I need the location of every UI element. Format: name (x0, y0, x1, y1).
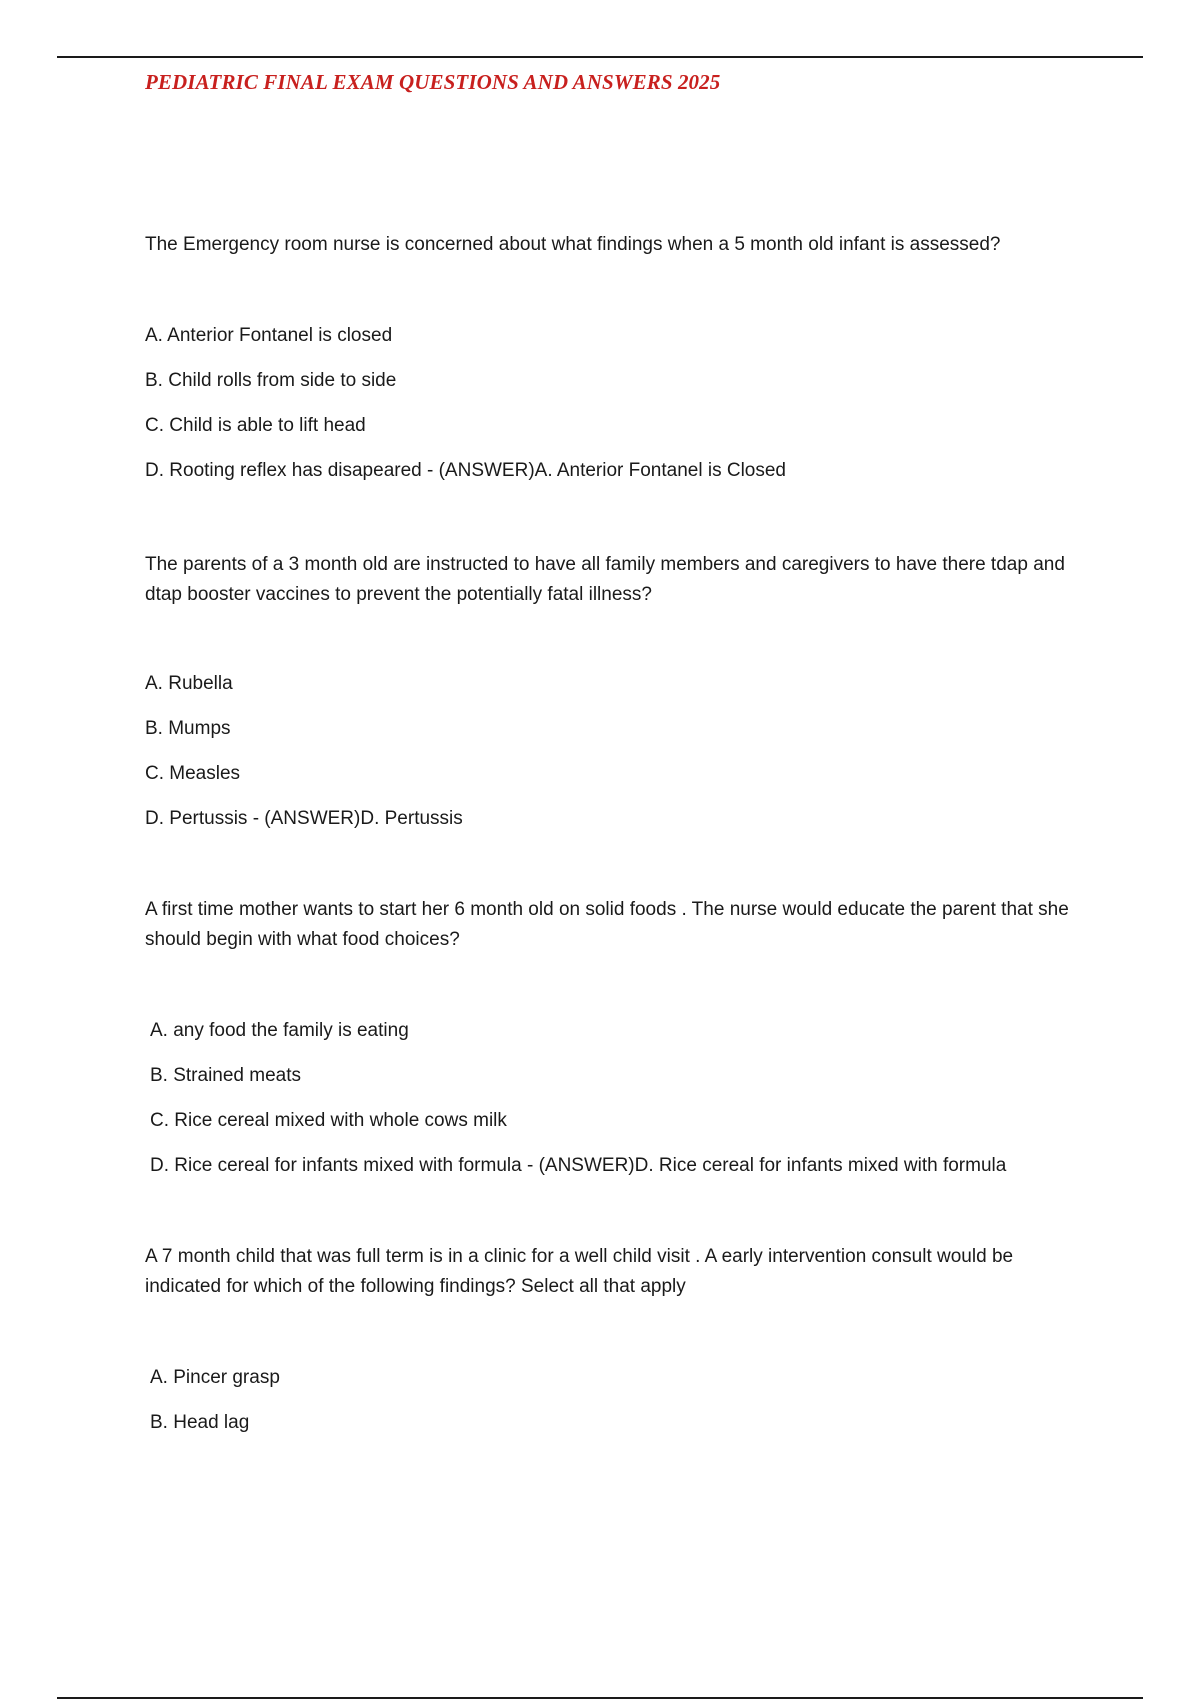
answer-option: A. Rubella (145, 673, 233, 694)
options-block-2 (145, 669, 1085, 849)
question-text: The Emergency room nurse is concerned about what findings when a 5 month old infant is assessed? (145, 234, 1001, 255)
answer-options (145, 321, 1085, 501)
answer-options (145, 1363, 1085, 1453)
answer-option: A. Pincer grasp (150, 1367, 280, 1388)
question-text: A first time mother wants to start her 6 month old on solid foods . The nurse would educate the parent that she should begin with what food choices? (145, 899, 1069, 950)
answer-options (145, 1016, 1085, 1196)
answer-option: B. Strained meats (150, 1065, 302, 1086)
options-block-1 (145, 321, 1085, 501)
answer-option: B. Child rolls from side to side (145, 370, 397, 391)
footer-rule (57, 1697, 1143, 1699)
answer-option: A. any food the family is eating (150, 1020, 409, 1041)
document-title: PEDIATRIC FINAL EXAM QUESTIONS AND ANSWERS 2025 (145, 70, 721, 94)
question-text: A 7 month child that was full term is in a clinic for a well child visit . A early intervention consult would be indicated for which of the following findings? Select all that apply (145, 1246, 1014, 1297)
answer-options (145, 669, 1085, 849)
answer-option: A. Anterior Fontanel is closed (145, 325, 393, 346)
answer-option-with-answer: D. Pertussis - (ANSWER)D. Pertussis (145, 808, 463, 829)
answer-option: C. Child is able to lift head (145, 415, 366, 436)
options-block-4 (145, 1363, 1085, 1453)
question-text: The parents of a 3 month old are instructed to have all family members and caregivers to have there tdap and dtap booster vaccines to prevent the potentially fatal illness? (145, 554, 1065, 605)
header-rule (57, 56, 1143, 58)
options-block-3 (145, 1016, 1085, 1196)
question-block-2 (145, 550, 1085, 610)
question-block-3 (145, 895, 1085, 955)
answer-option: B. Mumps (145, 718, 231, 739)
answer-option: C. Rice cereal mixed with whole cows milk (150, 1110, 507, 1131)
answer-option-with-answer: D. Rooting reflex has disapeared - (ANSWER)A. Anterior Fontanel is Closed (145, 460, 786, 481)
answer-option-with-answer: D. Rice cereal for infants mixed with formula - (ANSWER)D. Rice cereal for infants mixed with formula (150, 1155, 1007, 1176)
question-block-1 (145, 230, 1085, 260)
answer-option: C. Measles (145, 763, 241, 784)
question-block-4 (145, 1242, 1085, 1302)
answer-option: B. Head lag (150, 1412, 250, 1433)
